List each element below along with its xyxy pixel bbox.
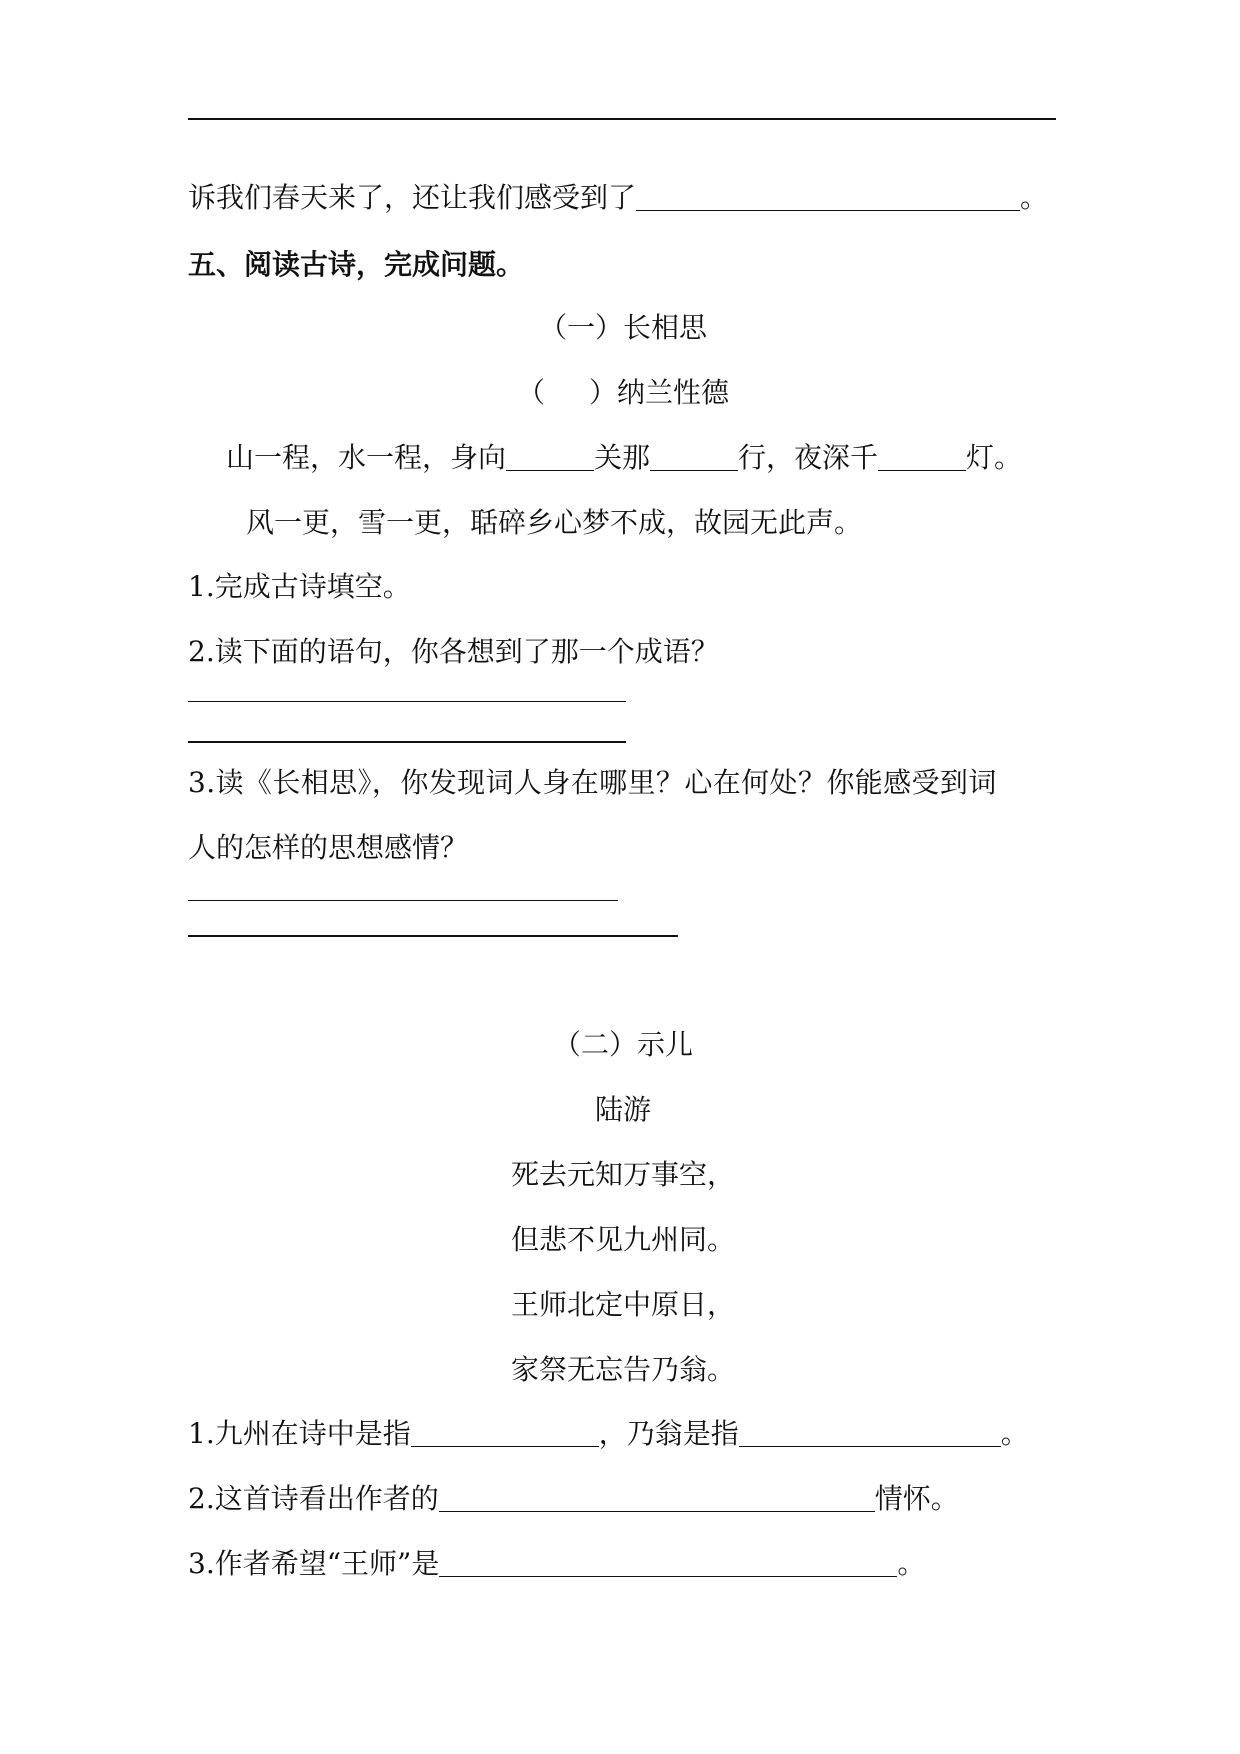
poem2-line-2: 但悲不见九州同。 (510, 1223, 735, 1256)
poem2-q2-part1: 2.这首诗看出作者的 (188, 1482, 439, 1515)
top-answer-line (188, 118, 1056, 120)
poem2-q1-part1: 1.九州在诗中是指 (188, 1417, 411, 1450)
poem1-question-1: 1.完成古诗填空。 (188, 570, 411, 603)
q4-continuation-line (188, 178, 1058, 218)
section5-heading: 五、阅读古诗，完成问题。 (188, 248, 525, 281)
poem2-q3-part1: 3.作者希望“王师”是 (188, 1547, 440, 1580)
poem1-question-3-line2: 人的怎样的思想感情？ (188, 831, 469, 864)
q4-continuation-text: 诉我们春天来了，还让我们感受到了 (188, 181, 637, 214)
poem1-line2: 风一更，雪一更，聒碎乡心梦不成，故园无此声。 (246, 506, 863, 539)
poem2-q1-part3: 。 (1000, 1417, 1029, 1450)
poem1-blank-1[interactable] (506, 440, 594, 471)
poem2-question-3 (188, 1544, 1058, 1584)
poem2-q2-part2: 情怀。 (874, 1482, 959, 1515)
poem1-blank-3[interactable] (878, 440, 966, 471)
poem2-q1-blank-2[interactable] (739, 1416, 1001, 1447)
poem1-line1-part2: 关那 (594, 441, 651, 474)
poem2-q1-blank-1[interactable] (411, 1416, 599, 1447)
q4-answer-blank[interactable] (636, 180, 1020, 211)
poem2-q1-part2: ，乃翁是指 (598, 1417, 739, 1450)
poem2-title: （二）示儿 (552, 1028, 693, 1061)
poem2-line-1: 死去元知万事空， (510, 1158, 735, 1191)
poem2-q3-blank[interactable] (439, 1546, 897, 1577)
poem2-q2-blank[interactable] (439, 1481, 875, 1512)
poem1-line1-part3: 行，夜深千 (738, 441, 879, 474)
poem1-blank-2[interactable] (650, 440, 738, 471)
poem1-q3-answer-line-1[interactable] (188, 900, 618, 901)
poem1-author-line (188, 373, 1058, 413)
poem1-question-2: 2.读下面的语句，你各想到了那一个成语？ (188, 635, 719, 668)
poem1-dynasty-blank[interactable] (545, 376, 589, 406)
q4-period: 。 (1020, 181, 1049, 214)
poem2-question-2 (188, 1479, 1058, 1519)
poem2-q3-part2: 。 (897, 1547, 926, 1580)
poem1-q3-answer-line-2[interactable] (188, 935, 678, 937)
poem2-question-1 (188, 1414, 1058, 1454)
poem1-title: （一）长相思 (538, 311, 707, 344)
poem2-author: 陆游 (594, 1093, 651, 1126)
poem2-line-4: 家祭无忘告乃翁。 (510, 1353, 735, 1386)
poem1-line1-part1: 山一程，水一程，身向 (226, 441, 507, 474)
poem1-line1 (226, 438, 1096, 478)
poem1-q2-answer-line-2[interactable] (188, 741, 626, 743)
poem1-question-3-line1: 3.读《长相思》，你发现词人身在哪里？心在何处？你能感受到词 (188, 766, 997, 799)
poem1-line1-part4: 灯。 (966, 441, 1023, 474)
poem1-author-open-paren: （ (516, 376, 545, 409)
poem2-line-3: 王师北定中原日， (510, 1288, 735, 1321)
poem1-q2-answer-line-1[interactable] (188, 701, 626, 702)
poem1-author-name: ）纳兰性德 (589, 376, 730, 409)
